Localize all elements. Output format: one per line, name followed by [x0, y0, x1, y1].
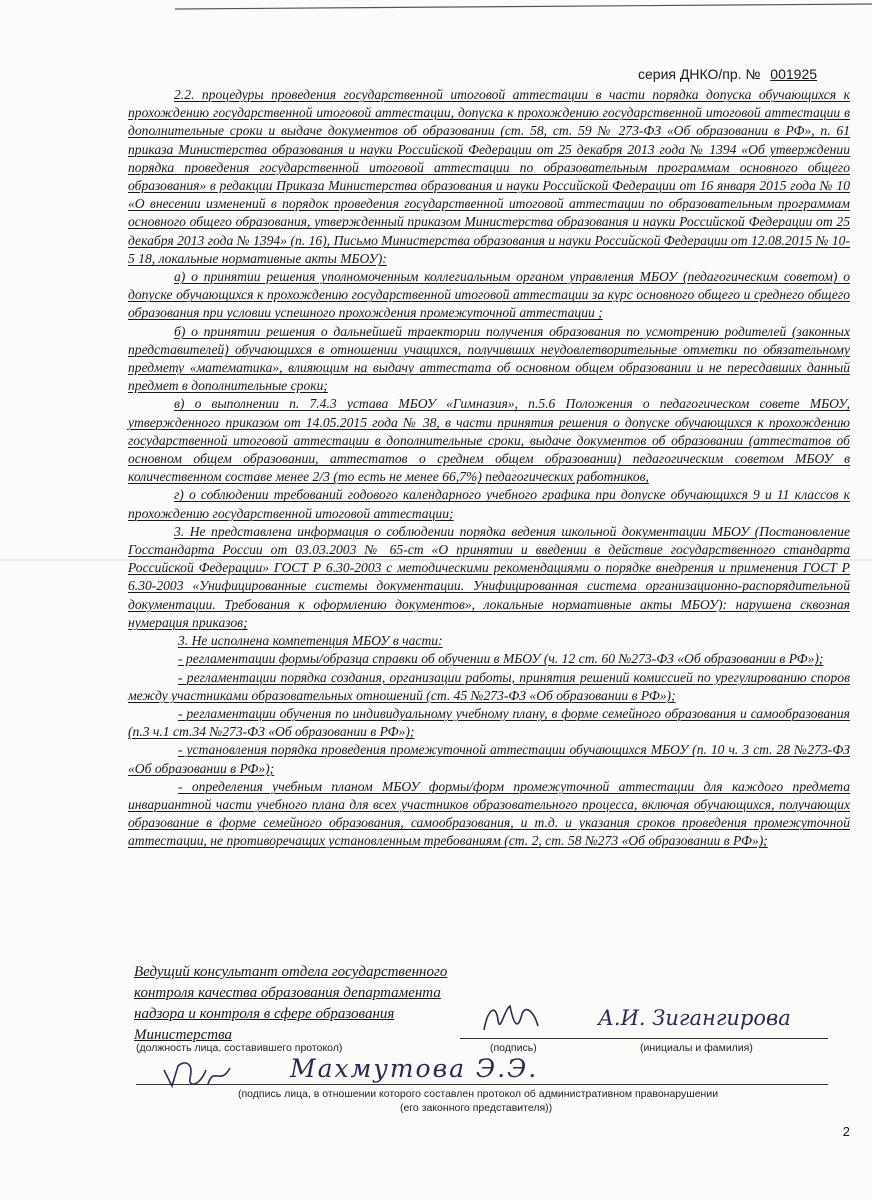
position-line-4: Министерства	[134, 1027, 232, 1043]
position-line-3: надзора и контроля в сфере образования	[134, 1006, 395, 1022]
series-number: 001925	[770, 66, 818, 82]
paragraph-3-documentation: 3. Не представлена информация о соблюдении порядка ведения школьной документации МБОУ (Постановление Госстандарта России от 03.03.2003 № 65-ст «О принятии и введении в действие государственного стандарта Российской Федерации» ГОСТ Р 6.30-2003 с методическими рекомендациями о порядке внедрения и применения ГОСТ Р 6.30-2003 «Унифицированные системы документации. Унифицированная система организационно-распорядительной документации. Требования к оформлению документов», локальные нормативные акты МБОУ): нарушена сквозная нумерация приказов;	[128, 523, 850, 630]
caption-offender-line-1: (подпись лица, в отношении которого составлен протокол об административном правонарушении	[238, 1088, 719, 1100]
item-curriculum-forms: - определения учебным планом МБОУ формы/форм промежуточной аттестации для каждого предмета инвариантной части учебного плана для всех участников образовательного процесса, включая обучающихся, получающих образование в форме семейного образования, самообразования, и т.д. и указания сроков проведения промежуточной аттестации, не противоречащих установленным требованиям (ст. 2, ст. 58 №273 «Об образовании в РФ»);	[128, 778, 850, 849]
paragraph-3-competence: 3. Не исполнена компетенция МБОУ в части:	[178, 633, 443, 649]
paragraph-g: г) о соблюдении требований годового календарного учебного графика при допуске обучающихся 9 и 11 классов к прохождению государственной итоговой аттестации;	[128, 487, 850, 521]
paragraph-v: в) о выполнении п. 7.4.3 устава МБОУ «Гимназия», п.5.6 Положения о педагогическом совете МБОУ, утвержденного приказом от 14.05.2015 года № 38, в части принятия решения о допуске обучающихся к прохождению государственной итоговой аттестации в дополнительные сроки, выдаче документов об образовании (аттестатов об основном общем образовании, аттестатов о среднем общем образовании) педагогическим советом МБОУ в количественном составе менее 2/3 (то есть не менее 66,7%) педагогических работников,	[128, 396, 850, 485]
item-interim-attestation: - установления порядка проведения промежуточной аттестации обучающихся МБОУ (п. 10 ч. 3 ст. 28 №273-ФЗ «Об образовании в РФ»);	[128, 742, 850, 776]
inspector-handwritten-name: А.И. Зигангирова	[598, 1006, 791, 1030]
offender-signature-line	[136, 1084, 828, 1085]
item-individual-plan: - регламентации обучения по индивидуальному учебному плану, в форме семейного образования и самообразования (п.3 ч.1 ст.34 №273-ФЗ «Об образовании в РФ»);	[128, 705, 850, 740]
item-certificate-form: - регламентации формы/образца справки об обучении в МБОУ (ч. 12 ст. 60 №273-ФЗ «Об образовании в РФ»);	[178, 651, 824, 667]
caption-offender-line-2: (его законного представителя))	[400, 1102, 553, 1114]
item-dispute-commission: - регламентации порядка создания, организации работы, принятия решений комиссией по урегулированию споров между участниками образовательных отношений (ст. 45 №273-ФЗ «Об образовании в РФ»);	[128, 669, 850, 703]
offender-signature	[160, 1056, 244, 1092]
series-label: серия ДНКО/пр. №	[638, 66, 761, 82]
series-header	[638, 66, 817, 82]
position-line-1: Ведущий консультант отдела государственного	[134, 964, 448, 980]
page-number: 2	[842, 1124, 850, 1139]
caption-name: (инициалы и фамилия)	[640, 1042, 753, 1054]
inspector-position	[134, 962, 447, 1046]
caption-position: (должность лица, составившего протокол)	[136, 1042, 343, 1054]
paragraph-a: а) о принятии решения уполномоченным коллегиальным органом управления МБОУ (педагогическим советом) о допуске обучающихся к прохождению государственной итоговой аттестации за курс основного общего и среднего общего образования при условии успешного прохождения промежуточной аттестации ;	[128, 269, 850, 321]
position-line-2: контроля качества образования департамента	[134, 985, 441, 1001]
inspector-signature	[478, 1000, 548, 1040]
paragraph-2-2: 2.2. процедуры проведения государственной итоговой аттестации в части порядка допуска обучающихся к прохождению государственной итоговой аттестации, допуска к прохождению государственной итоговой аттестации в дополнительные сроки и выдаче документов об образовании (ст. 58, ст. 59 № 273-ФЗ «Об образовании в РФ», п. 61 приказа Министерства образования и науки Российской Федерации от 25 декабря 2013 года № 1394 «Об утверждении порядка проведения государственной итоговой аттестации по образовательным программам основного общего образования» в редакции Приказа Министерства образования и науки Российской Федерации от 16 января 2015 года № 10 «О внесении изменений в порядок проведения государственной итоговой аттестации по образовательным программам основного общего образования, утвержденный приказом Министерства образования и науки Российской Федерации от 25 декабря 2013 года № 1394» (п. 16), Письмо Министерства образования и науки Российской Федерации от 12.08.2015 № 10-5 18, локальные нормативные акты МБОУ):	[128, 87, 850, 266]
caption-signature: (подпись)	[490, 1042, 537, 1054]
offender-handwritten-name: Махмутова Э.Э.	[290, 1054, 539, 1083]
protocol-body	[128, 86, 850, 851]
paragraph-b: б) о принятии решения о дальнейшей траектории получения образования по усмотрению родителей (законных представителей) обучающихся в отношении учащихся, получивших неудовлетворительные отметки по обязательному предмету «математика», влияющим на выдачу аттестата об основном общем образовании и не пересдавших данный предмет в дополнительные сроки;	[128, 323, 850, 394]
